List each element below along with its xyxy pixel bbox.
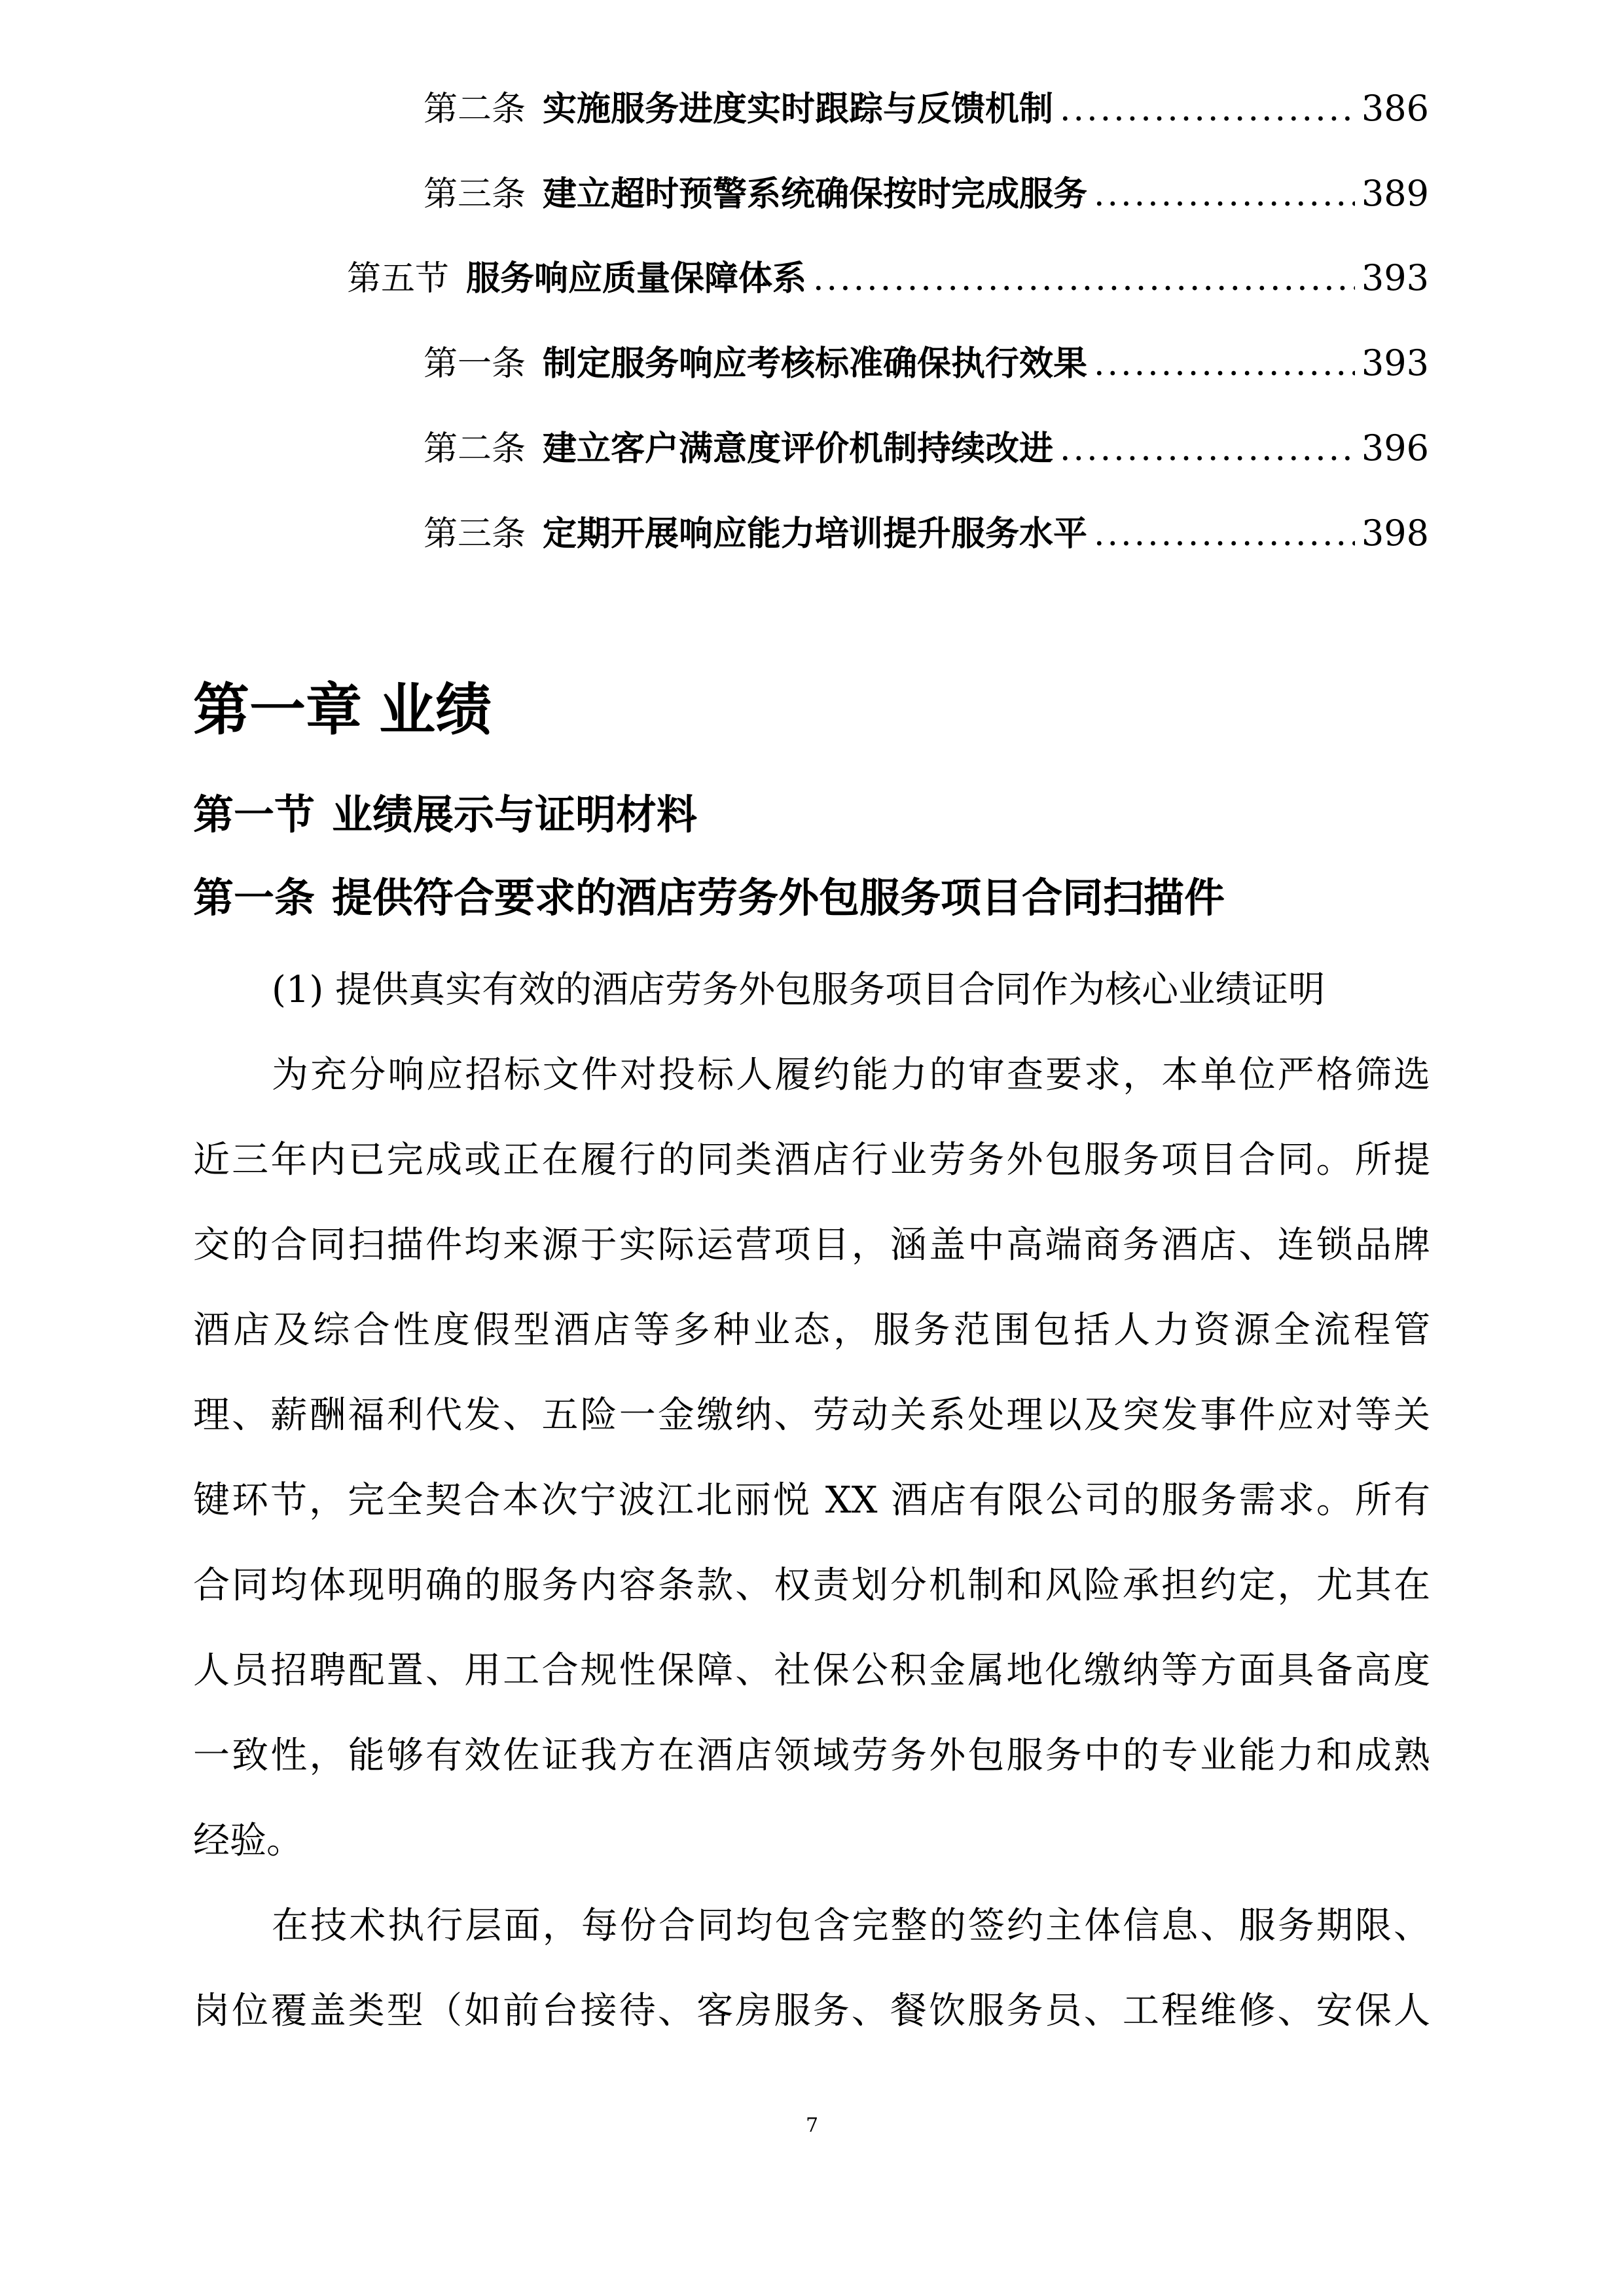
toc-entry-number: 第二条 xyxy=(424,90,526,129)
section-number: 第一节 xyxy=(193,791,316,838)
toc-entry-number: 第三条 xyxy=(424,175,526,214)
paragraph-line: 为充分响应招标文件对投标人履约能力的审查要求，本单位严格筛选 xyxy=(272,1054,1430,1096)
toc-leader-dots xyxy=(1094,343,1355,385)
toc-entry-page: 393 xyxy=(1361,342,1429,384)
toc-entry-title: 定期开展响应能力培训提升服务水平 xyxy=(543,514,1088,554)
paragraph-line: 经验。 xyxy=(193,1820,303,1862)
toc-entry[interactable] xyxy=(424,88,1429,130)
toc-entry-page: 393 xyxy=(1361,257,1429,298)
toc-entry-title: 实施服务进度实时跟踪与反馈机制 xyxy=(543,89,1054,129)
toc-leader-dots xyxy=(1060,88,1355,130)
chapter-heading xyxy=(193,674,492,746)
paragraph-line: 在技术执行层面，每份合同均包含完整的签约主体信息、服务期限、 xyxy=(272,1905,1430,1947)
toc-leader-dots xyxy=(1060,428,1355,470)
toc-entry-number: 第五节 xyxy=(347,259,450,298)
toc-entry-page: 386 xyxy=(1361,88,1429,129)
toc-entry-title: 建立超时预警系统确保按时完成服务 xyxy=(543,174,1088,214)
toc-leader-dots xyxy=(1094,173,1355,215)
paragraph-line: 岗位覆盖类型（如前台接待、客房服务、餐饮服务员、工程维修、安保人 xyxy=(193,1990,1430,2032)
toc-entry-page: 389 xyxy=(1361,173,1429,214)
toc-entry[interactable] xyxy=(424,173,1429,215)
chapter-title: 业绩 xyxy=(379,677,492,743)
toc-entry-number: 第三条 xyxy=(424,514,526,554)
section-heading xyxy=(193,789,697,841)
article-title: 提供符合要求的酒店劳务外包服务项目合同扫描件 xyxy=(332,874,1225,922)
toc-entry-page: 396 xyxy=(1361,427,1429,469)
paragraph-line: 人员招聘配置、用工合规性保障、社保公积金属地化缴纳等方面具备高度 xyxy=(193,1649,1430,1692)
chapter-number: 第一章 xyxy=(193,677,362,743)
paragraph-line: 键环节，完全契合本次宁波江北丽悦 XX 酒店有限公司的服务需求。所有 xyxy=(193,1479,1430,1522)
toc-entry[interactable] xyxy=(424,342,1429,384)
article-heading xyxy=(193,872,1225,924)
toc-entry[interactable] xyxy=(424,512,1429,554)
article-number: 第一条 xyxy=(193,874,316,922)
paragraph-line: 理、薪酬福利代发、五险一金缴纳、劳动关系处理以及突发事件应对等关 xyxy=(193,1394,1430,1437)
toc-entry-number: 第一条 xyxy=(424,344,526,384)
toc-entry[interactable] xyxy=(347,257,1429,299)
section-title: 业绩展示与证明材料 xyxy=(332,791,698,838)
subheading: (1) 提供真实有效的酒店劳务外包服务项目合同作为核心业绩证明 xyxy=(272,969,1326,1011)
toc-entry-title: 制定服务响应考核标准确保执行效果 xyxy=(543,344,1088,384)
paragraph-line: 交的合同扫描件均来源于实际运营项目，涵盖中高端商务酒店、连锁品牌 xyxy=(193,1224,1430,1266)
toc-entry-page: 398 xyxy=(1361,512,1429,554)
page-number: 7 xyxy=(805,2114,819,2137)
toc-entry-title: 建立客户满意度评价机制持续改进 xyxy=(543,429,1054,469)
paragraph-line: 一致性，能够有效佐证我方在酒店领域劳务外包服务中的专业能力和成熟 xyxy=(193,1734,1430,1777)
toc-leader-dots xyxy=(813,258,1355,300)
toc-entry-title: 服务响应质量保障体系 xyxy=(466,259,807,298)
toc-entry-number: 第二条 xyxy=(424,429,526,469)
toc-entry[interactable] xyxy=(424,427,1429,469)
paragraph-line: 近三年内已完成或正在履行的同类酒店行业劳务外包服务项目合同。所提 xyxy=(193,1139,1430,1181)
toc-leader-dots xyxy=(1094,513,1355,555)
paragraph-line: 合同均体现明确的服务内容条款、权责划分机制和风险承担约定，尤其在 xyxy=(193,1564,1430,1607)
paragraph-line: 酒店及综合性度假型酒店等多种业态，服务范围包括人力资源全流程管 xyxy=(193,1309,1430,1352)
